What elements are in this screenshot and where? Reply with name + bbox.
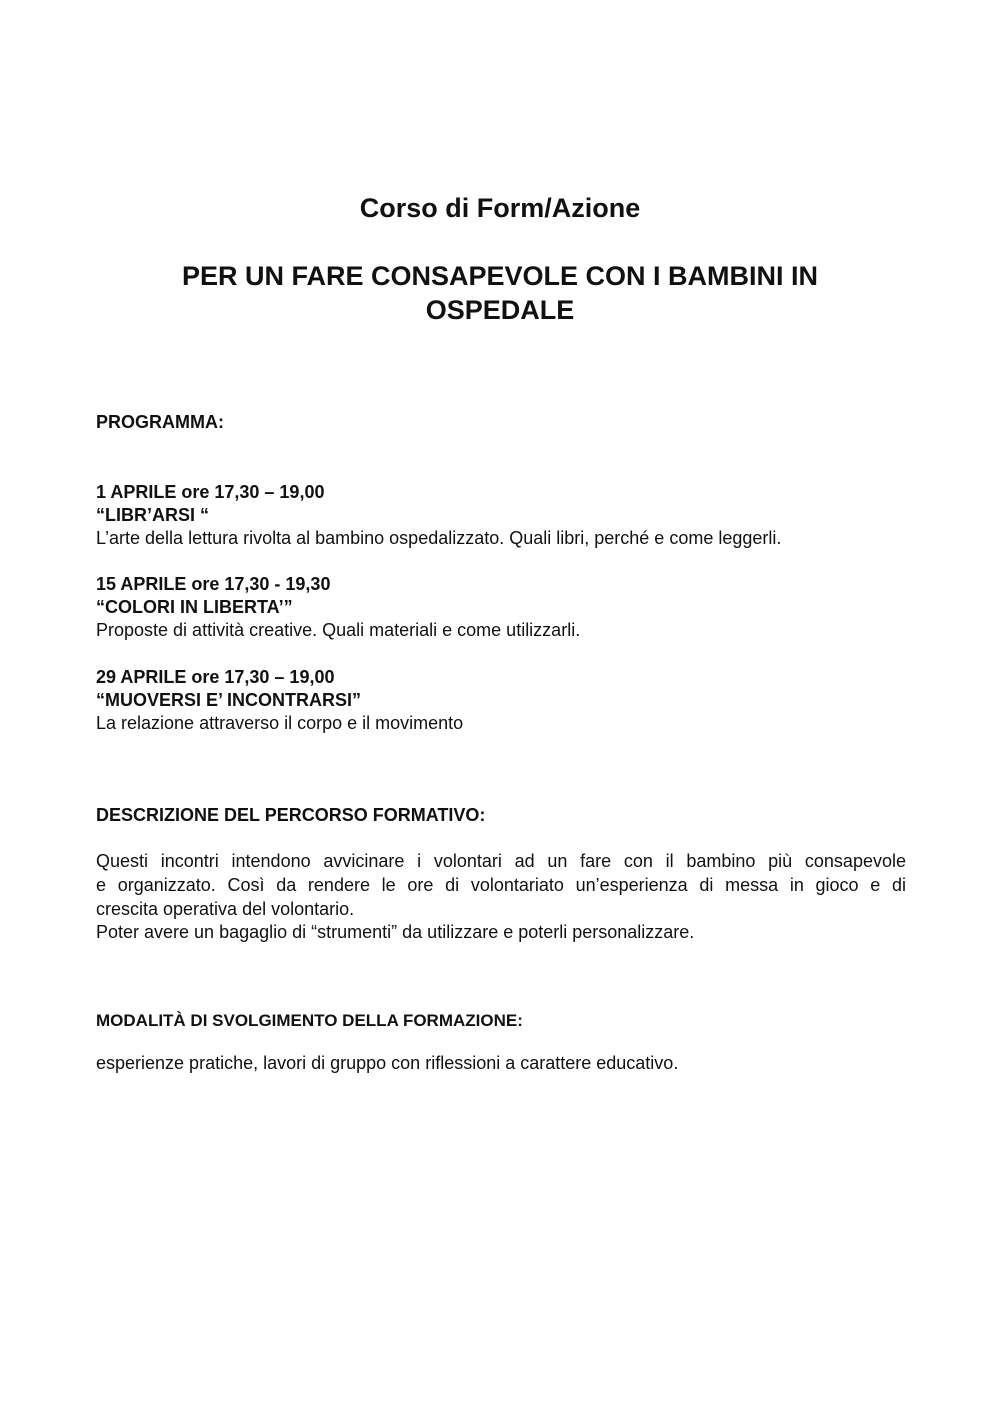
description-line-2: e organizzato. Così da rendere le ore di volontariato un’esperienza di messa in gioco e di — [96, 875, 906, 895]
subtitle-line-2: OSPEDALE — [425, 295, 575, 325]
subtitle-line-1: PER UN FARE CONSAPEVOLE CON I BAMBINI IN — [181, 261, 819, 291]
session-3-name: “MUOVERSI E’ INCONTRARSI” — [96, 690, 362, 710]
session-1-name: “LIBR’ARSI “ — [96, 505, 210, 525]
modality-text: esperienze pratiche, lavori di gruppo con riflessioni a carattere educativo. — [96, 1053, 679, 1073]
description-heading: DESCRIZIONE DEL PERCORSO FORMATIVO: — [96, 805, 486, 825]
description-line-3: crescita operativa del volontario. — [96, 899, 355, 919]
session-3-date: 29 APRILE ore 17,30 – 19,00 — [96, 667, 335, 687]
session-3-description: La relazione attraverso il corpo e il movimento — [96, 713, 464, 733]
session-1-description: L’arte della lettura rivolta al bambino ospedalizzato. Quali libri, perché e come leggerli. — [96, 528, 782, 548]
session-2-name: “COLORI IN LIBERTA’” — [96, 597, 293, 617]
description-line-1: Questi incontri intendono avvicinare i volontari ad un fare con il bambino più consapevole — [96, 851, 906, 871]
session-1-date: 1 APRILE ore 17,30 – 19,00 — [96, 482, 325, 502]
course-title: Corso di Form/Azione — [359, 193, 641, 223]
program-heading: PROGRAMMA: — [96, 412, 224, 432]
session-2-description: Proposte di attività creative. Quali materiali e come utilizzarli. — [96, 620, 581, 640]
description-line-4: Poter avere un bagaglio di “strumenti” da utilizzare e poterli personalizzare. — [96, 922, 695, 942]
modality-heading: MODALITÀ DI SVOLGIMENTO DELLA FORMAZIONE: — [96, 1011, 523, 1030]
session-2-date: 15 APRILE ore 17,30 - 19,30 — [96, 574, 331, 594]
